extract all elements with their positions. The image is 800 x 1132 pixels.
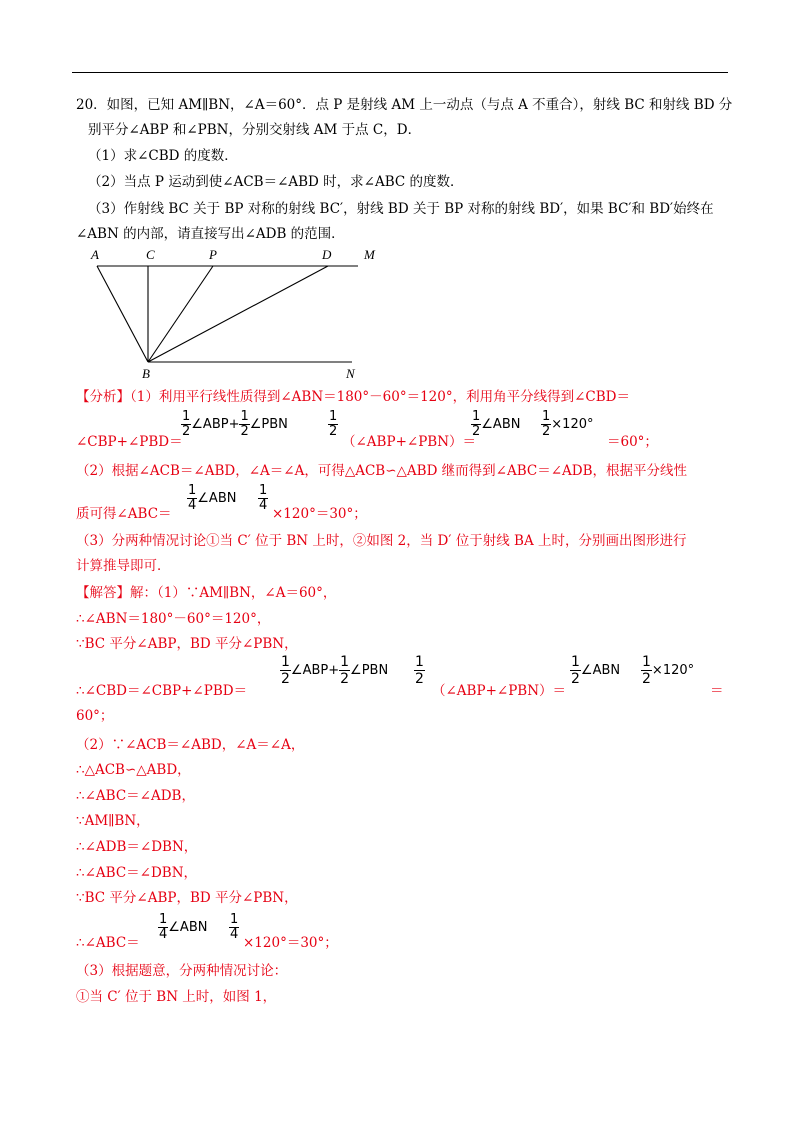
solution-line-12: ∵BC 平分∠ABP，BD 平分∠PBN， [76, 890, 298, 906]
analysis-line-6: 计算推导即可． [76, 558, 171, 574]
question-3-line-2: ∠ABN 的内部，请直接写出∠ADB 的范围． [76, 226, 345, 242]
question-3-line-1: （3）作射线 BC 关于 BP 对称的射线 BC′，射线 BD 关于 BP 对称的射线 BD′，如果 BC′和 BD′始终在 [88, 201, 714, 217]
question-2: （2）当点 P 运动到使∠ACB＝∠ABD 时，求∠ABC 的度数． [88, 174, 464, 190]
label-p: P [209, 247, 217, 262]
solution-line-4b: （∠ABP+∠PBN）＝ [432, 683, 567, 699]
segment-bp [148, 266, 213, 362]
solution-half: $\frac{1}{2}$ [415, 654, 424, 687]
solution-line-4a: ∴∠CBD＝∠CBP+∠PBD＝ [76, 683, 248, 699]
analysis-half: $\frac{1}{2}$ [329, 409, 338, 439]
fraction: $\frac{1}{2}$ [182, 409, 191, 439]
solution-line-1: 【解答】解：（1）∵AM∥BN，∠A＝60°， [76, 585, 337, 601]
analysis-line-3: （2）根据∠ACB＝∠ABD，∠A＝∠A，可得△ACB∽△ABD 继而得到∠ABC＝∠ADB，根据平分线性 [76, 463, 688, 479]
solution-line-5: 60°； [76, 708, 114, 724]
solution-line-11: ∴∠ABC＝∠DBN， [76, 865, 198, 881]
label-m: M [364, 247, 375, 262]
solution-line-6: （2）∵∠ACB＝∠ABD，∠A＝∠A， [76, 737, 305, 753]
analysis-line-4a: 质可得∠ABC＝ [76, 506, 172, 522]
analysis-line-4b: ×120°＝30°； [272, 506, 367, 522]
problem-line-2: 别平分∠ABP 和∠PBN，分别交射线 AM 于点 C，D． [88, 122, 422, 138]
solution-line-3: ∵BC 平分∠ABP，BD 平分∠PBN， [76, 636, 298, 652]
solution-line-13b: ×120°＝30°； [243, 935, 338, 951]
solution-formula-4: $\frac{1}{4}$ ∠ABN [159, 912, 208, 942]
solution-line-9: ∵AM∥BN， [76, 813, 150, 829]
geometry-figure [88, 246, 388, 386]
solution-line-13a: ∴∠ABC＝ [76, 935, 140, 951]
analysis-line-5: （3）分两种情况讨论①当 C′ 位于 BN 上时，②如图 2，当 D′ 位于射线 BA 上时，分别画出图形进行 [76, 533, 687, 549]
solution-line-2: ∴∠ABN＝180°－60°＝120°， [76, 611, 271, 627]
analysis-line-2a: ∠CBP+∠PBD＝ [76, 434, 183, 450]
analysis-formula-2: $\frac{1}{2}$ ∠ABN [472, 409, 521, 439]
fraction: $\frac{1}{2}$ [240, 409, 249, 439]
analysis-quarter: $\frac{1}{4}$ [259, 483, 268, 513]
solution-line-8: ∴∠ABC＝∠ADB， [76, 788, 195, 804]
solution-formula-1: $\frac{1}{2}$ ∠ABP+ $\frac{1}{2}$ ∠PBN [281, 654, 389, 687]
analysis-formula-3: $\frac{1}{2}$ ×120° [542, 409, 594, 439]
label-d: D [322, 247, 332, 262]
solution-formula-3: $\frac{1}{2}$ ×120° [642, 654, 695, 687]
solution-formula-2: $\frac{1}{2}$ ∠ABN [571, 654, 621, 687]
segment-bd [148, 266, 328, 362]
solution-line-10: ∴∠ADB＝∠DBN， [76, 839, 198, 855]
solution-line-14: （3）根据题意，分两种情况讨论： [76, 963, 288, 979]
label-a: A [91, 247, 99, 262]
problem-line-1: 20．如图，已知 AM∥BN，∠A＝60°．点 P 是射线 AM 上一动点（与点 A 不重合），射线 BC 和射线 BD 分 [76, 97, 733, 113]
segment-ab [97, 266, 148, 362]
analysis-formula-4: $\frac{1}{4}$ ∠ABN [188, 483, 237, 513]
solution-line-7: ∴△ACB∽△ABD， [76, 762, 191, 778]
solution-line-15: ①当 C′ 位于 BN 上时，如图 1， [76, 989, 277, 1005]
analysis-formula-1: $\frac{1}{2}$ ∠ABP+ $\frac{1}{2}$ ∠PBN [182, 409, 288, 439]
header-rule [72, 72, 728, 73]
label-b: B [142, 366, 150, 381]
analysis-line-1: 【分析】（1）利用平行线性质得到∠ABN＝180°－60°＝120°，利用角平分线得到∠CBD＝ [76, 389, 630, 405]
question-1: （1）求∠CBD 的度数． [88, 148, 238, 164]
solution-line-4c: ＝ [710, 683, 724, 699]
solution-quarter: $\frac{1}{4}$ [230, 912, 239, 942]
label-n: N [346, 366, 355, 381]
label-c: C [146, 247, 155, 262]
analysis-line-2c: ＝60°； [607, 434, 658, 450]
analysis-line-2b: （∠ABP+∠PBN）＝ [342, 434, 477, 450]
